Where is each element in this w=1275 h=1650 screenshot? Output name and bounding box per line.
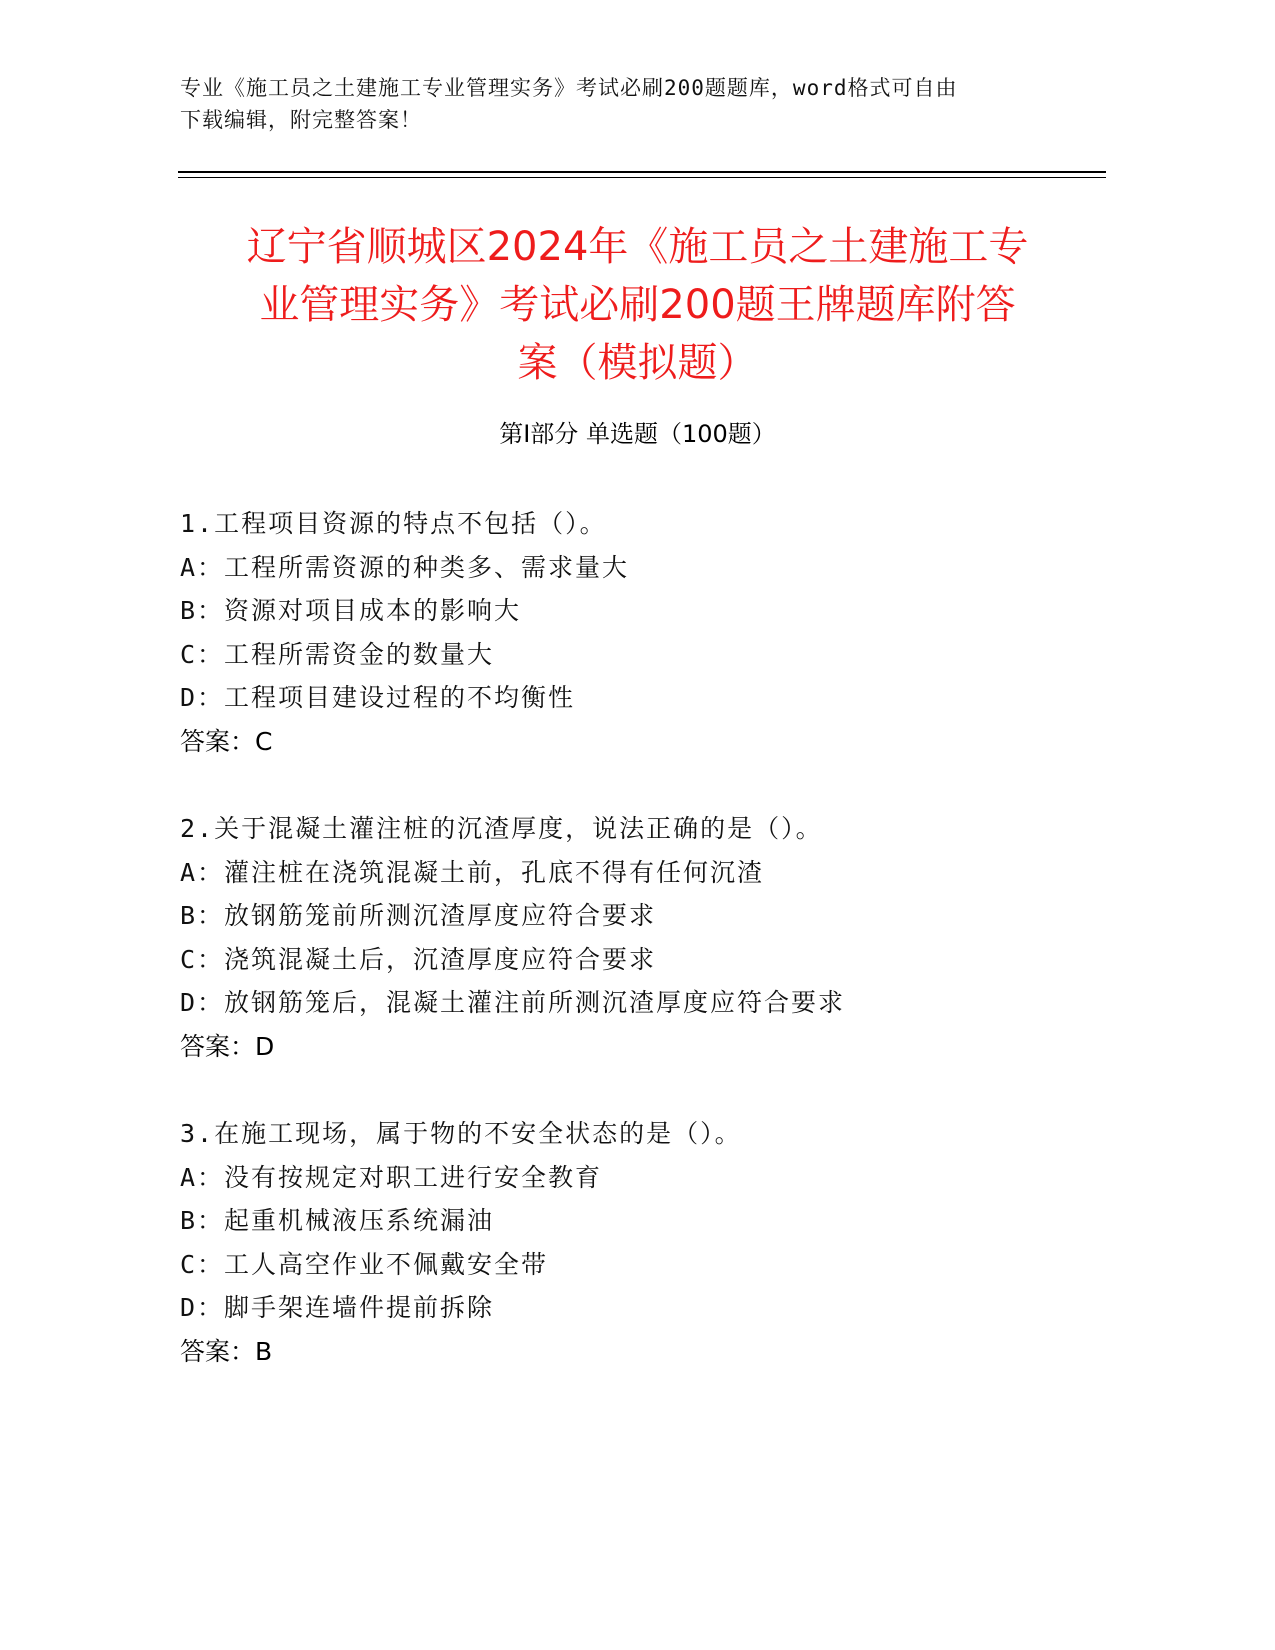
option-a: A：工程所需资源的种类多、需求量大	[180, 552, 630, 582]
document-title	[160, 218, 1115, 392]
header-note-line-2: 下载编辑，附完整答案！	[180, 108, 422, 132]
option-a: A：没有按规定对职工进行安全教育	[180, 1162, 603, 1192]
option-a: A：灌注桩在浇筑混凝土前，孔底不得有任何沉渣	[180, 857, 765, 887]
answer-line: 答案：C	[180, 726, 273, 756]
question-3	[180, 1112, 1130, 1374]
question-stem: 3.在施工现场，属于物的不安全状态的是（）。	[180, 1119, 742, 1148]
option-b: B：放钢筋笼前所测沉渣厚度应符合要求	[180, 901, 657, 931]
option-d: D：脚手架连墙件提前拆除	[180, 1293, 495, 1323]
document-title-line-3: 案（模拟题）	[517, 340, 758, 386]
header-note-line-1: 专业《施工员之土建施工专业管理实务》考试必刷200题题库，word格式可自由	[180, 76, 958, 100]
header-divider-thick	[178, 171, 1106, 173]
option-d: D：放钢筋笼后，混凝土灌注前所测沉渣厚度应符合要求	[180, 988, 846, 1018]
option-d: D：工程项目建设过程的不均衡性	[180, 683, 576, 713]
answer-line: 答案：D	[180, 1031, 275, 1061]
question-1	[180, 502, 1130, 764]
document-title-line-1: 辽宁省顺城区2024年《施工员之土建施工专	[246, 224, 1029, 270]
option-b: B：起重机械液压系统漏油	[180, 1206, 495, 1236]
question-stem: 1.工程项目资源的特点不包括（）。	[180, 509, 607, 538]
header-divider-thin	[178, 177, 1106, 178]
option-b: B：资源对项目成本的影响大	[180, 596, 522, 626]
question-stem: 2.关于混凝土灌注桩的沉渣厚度，说法正确的是（）。	[180, 814, 823, 843]
question-2	[180, 807, 1130, 1069]
section-heading: 第Ⅰ部分 单选题（100题）	[499, 420, 776, 448]
option-c: C：工程所需资金的数量大	[180, 639, 495, 669]
header-note	[180, 72, 1060, 136]
option-c: C：工人高空作业不佩戴安全带	[180, 1249, 549, 1279]
document-title-line-2: 业管理实务》考试必刷200题王牌题库附答	[259, 282, 1016, 328]
answer-line: 答案：B	[180, 1336, 273, 1366]
option-c: C：浇筑混凝土后，沉渣厚度应符合要求	[180, 944, 657, 974]
